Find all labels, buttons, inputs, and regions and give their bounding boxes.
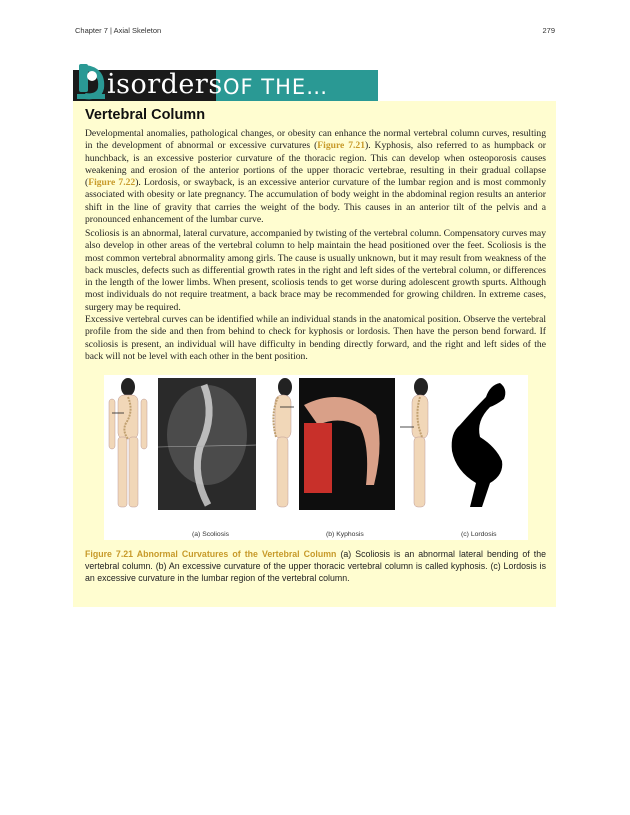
paragraph-kyphosis xyxy=(85,128,546,226)
figure-illustration xyxy=(104,375,528,540)
paragraph-identification: Excessive vertebral curves can be identified while an individual stands in the anatomical position. Observe the vertebral profile from the side and then from behind to check for kyphosis or lordosis. Then have the person bend forward. If scoliosis is present, an individual will have difficulty in bending directly forward, and the right and left sides of the back will not be level with each other in the bent position. xyxy=(85,314,546,362)
figure-label-kyphosis: (b) Kyphosis xyxy=(326,531,364,538)
running-header xyxy=(75,26,555,38)
banner-word-of-the: OF THE… xyxy=(223,75,329,99)
paragraph-scoliosis: Scoliosis is an abnormal, lateral curvature, accompanied by twisting of the vertebral column. Compensatory curves may also develop in other areas of the vertebral column to help maintain the head positioned over the feet. Scoliosis is the most common vertebral abnormality among girls. The cause is usually unknown, but it may result from weakness of the back muscles, defects such as differential growth rates in the right and left sides of the vertebral column, or differences in the length of the lower limbs. When present, scoliosis tends to get worse during adolescent growth spurts. Although most individuals do not require treatment, a back brace may be recommended for growing children. In extreme cases, surgery may be required. xyxy=(85,228,546,313)
figure-label-lordosis: (c) Lordosis xyxy=(461,531,497,538)
chapter-title: Chapter 7 | Axial Skeleton xyxy=(75,26,162,35)
p1-text-b: ). Kyphosis, also referred to as humpback or hunchback, is an excessive posterior curvature of the thoracic region. This can develop when osteoporosis causes weakening and erosion of the anterior portions of the upper thoracic vertebrae, resulting in their gradual collapse ( xyxy=(85,140,546,189)
feature-box xyxy=(73,101,556,607)
figure-caption xyxy=(85,548,546,584)
p1-text-c: ). Lordosis, or swayback, is an excessive anterior curvature of the lumbar region and is most commonly associated with obesity or late pregnancy. The accumulation of body weight in the abdominal region results an anterior shift in the line of gravity that carries the weight of the body. This causes in an anterior tilt of the pelvis and a pronounced enhancement of the lumbar curve. xyxy=(85,177,546,226)
figure-caption-title: Figure 7.21 Abnormal Curvatures of the Vertebral Column xyxy=(85,549,337,559)
banner-word-disorders: isorders xyxy=(107,69,223,100)
figure-7-22-link[interactable]: Figure 7.22 xyxy=(88,177,136,189)
scoliosis-back-view-illustration xyxy=(109,378,147,507)
scoliosis-xray-photo xyxy=(158,378,256,510)
lordosis-silhouette-photo xyxy=(436,378,528,510)
figure-label-scoliosis: (a) Scoliosis xyxy=(192,531,230,538)
feature-title: Vertebral Column xyxy=(85,107,206,123)
disorders-banner xyxy=(73,58,378,101)
figure-7-21 xyxy=(104,375,528,540)
lordosis-side-view-illustration xyxy=(400,378,428,507)
microscope-d-logo-icon xyxy=(75,58,107,101)
kyphosis-side-view-illustration xyxy=(273,378,294,507)
p1-text-a: Developmental anomalies, pathological changes, or obesity can enhance the normal vertebral column curves, resulting in the development of abnormal or excessive curvatures ( xyxy=(85,128,546,152)
figure-caption-text: (a) Scoliosis is an abnormal lateral bending of the vertebral column. (b) An excessive curvature of the upper thoracic vertebral column is called kyphosis. (c) Lordosis is an excessive curvature in the lumbar region of the vertebral column. xyxy=(85,549,546,583)
figure-7-21-link[interactable]: Figure 7.21 xyxy=(317,140,366,152)
page-number: 279 xyxy=(542,26,555,35)
kyphosis-photo xyxy=(299,378,395,510)
